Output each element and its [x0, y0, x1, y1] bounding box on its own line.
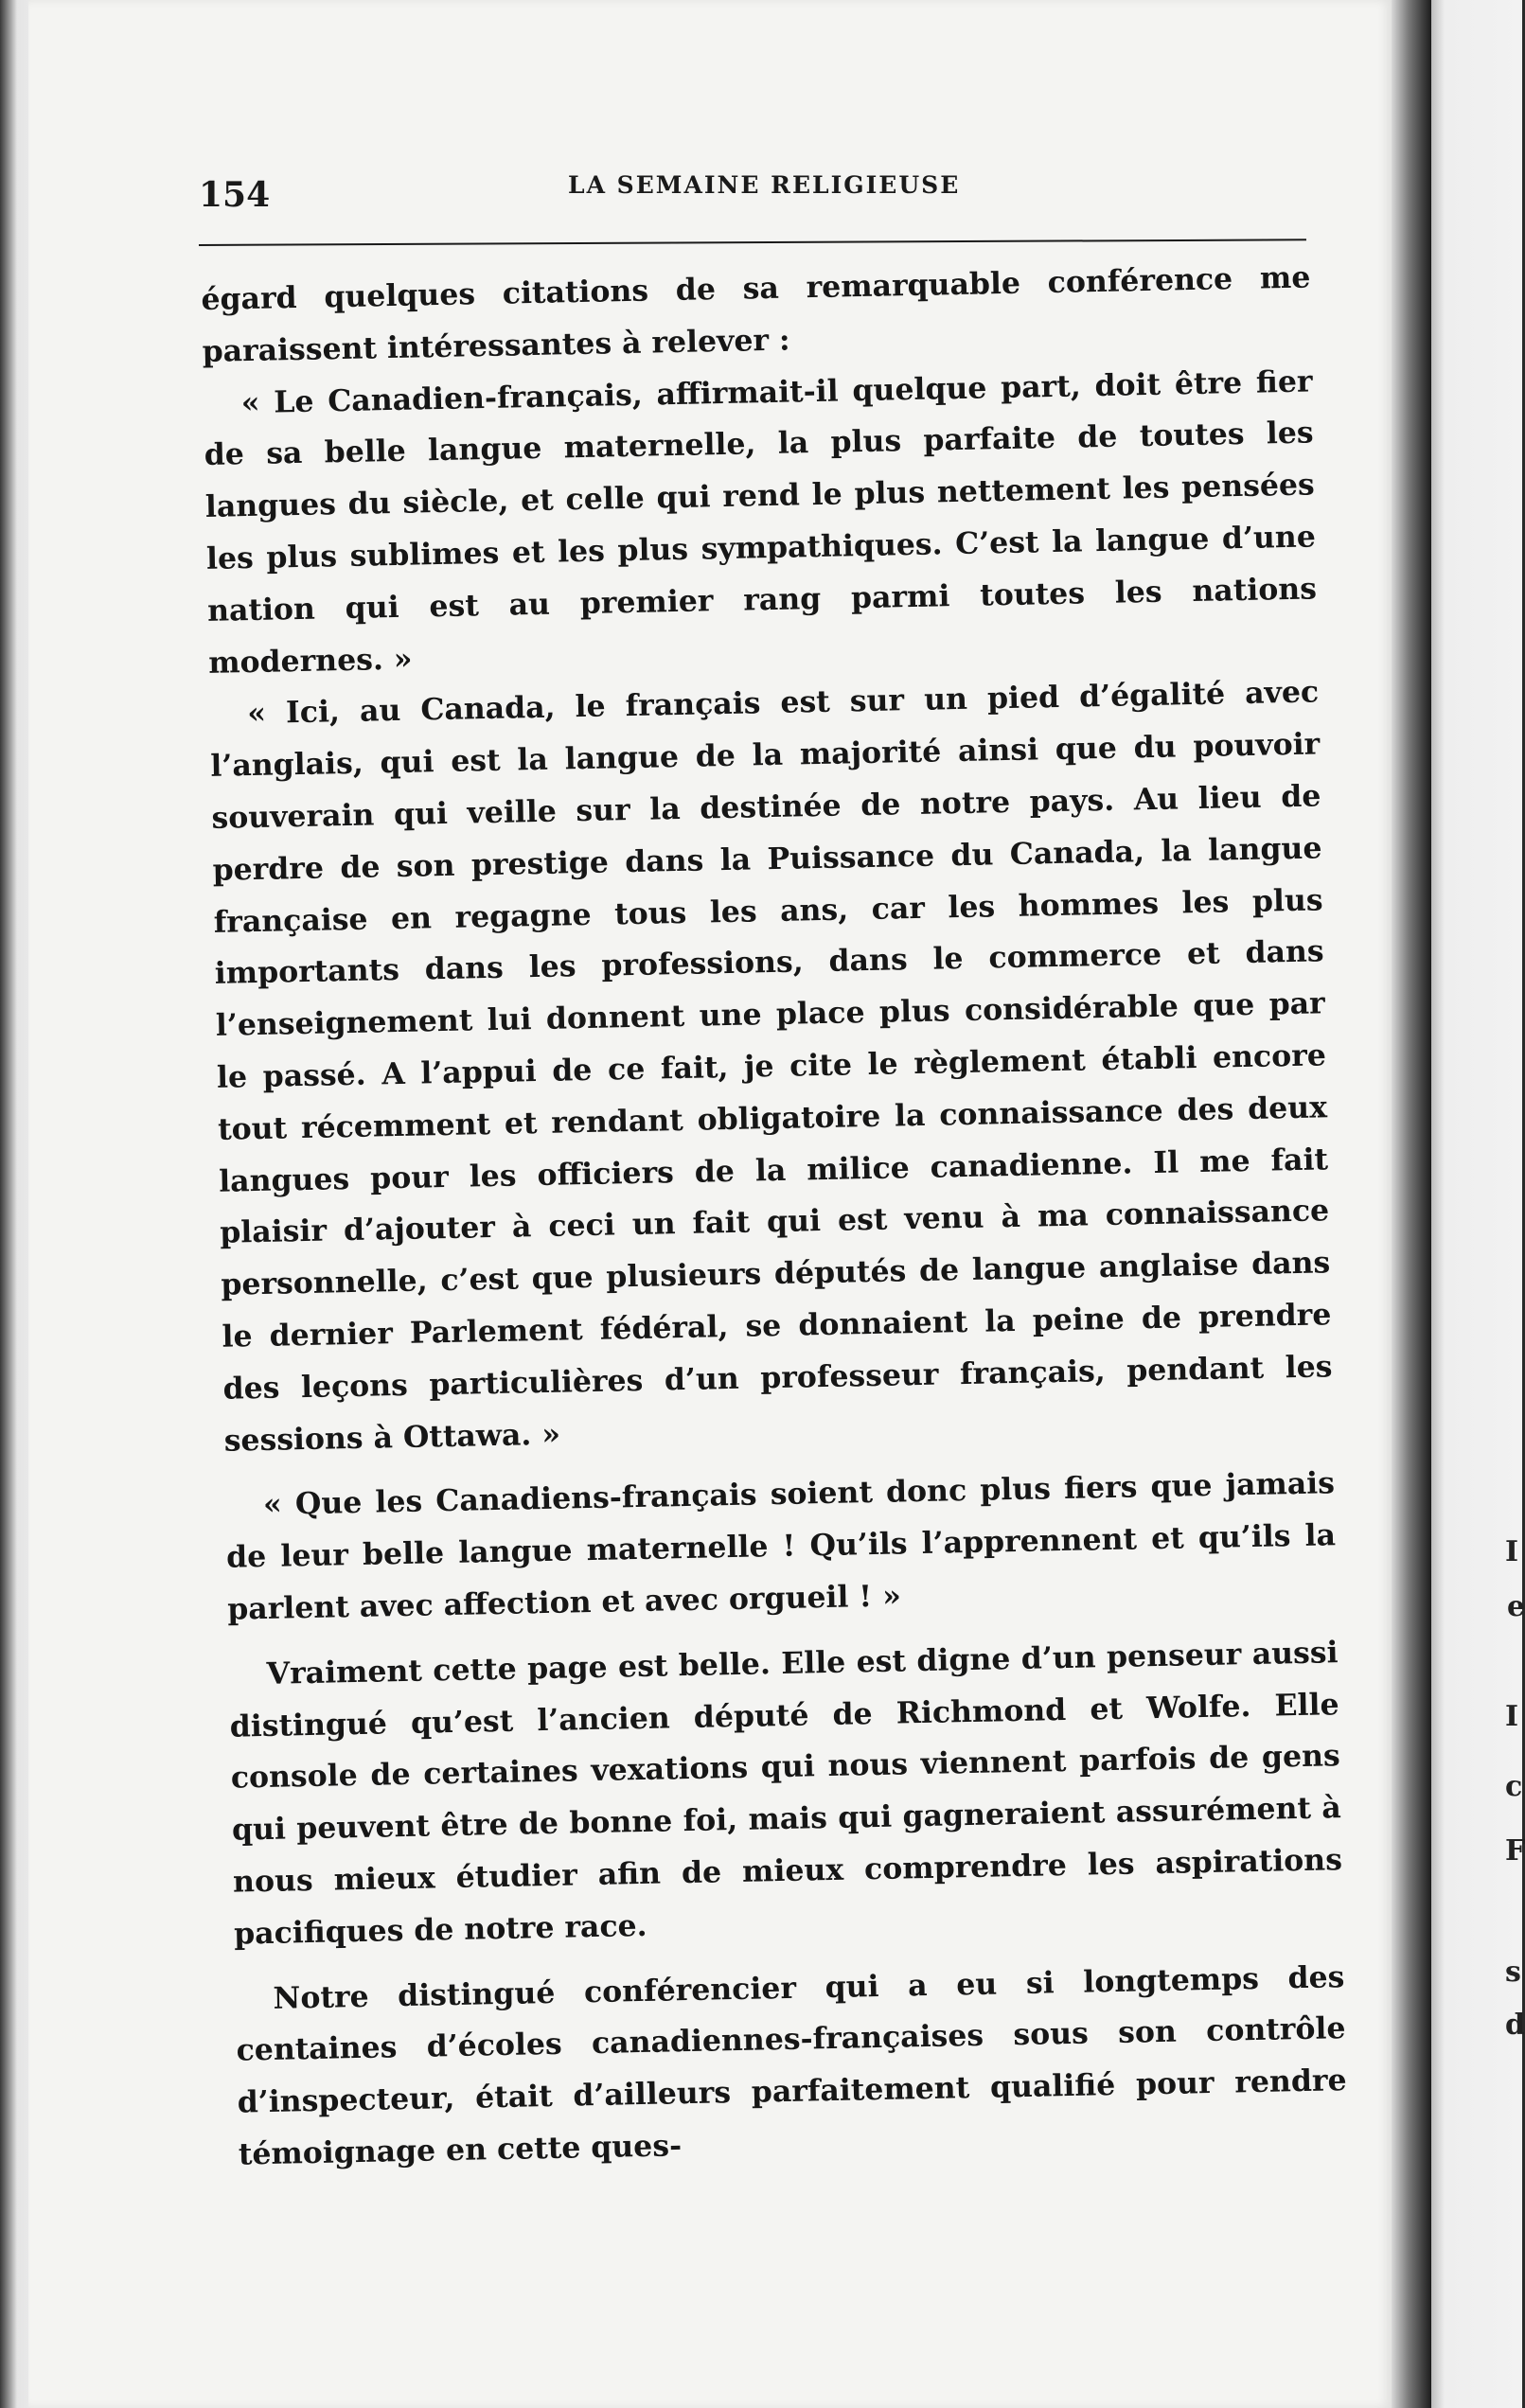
facing-page-letter: s	[1505, 1956, 1521, 1989]
paragraph: « Ici, au Canada, le français est sur un pied d’égalité avec l’anglais, qui est la langue de la majorité ainsi que du pouvoir souverain qui veille sur la destinée de notre pays. Au lieu de perdre de son prestige dans la Puissance du Canada, la langue française en regagne tous les ans, car les hommes les plus importants dans les professions, dans le commerce et dans l’enseignement lui donnent une place plus considérable que par le passé. A l’appui de ce fait, je cite le règlement établi encore tout récemment et rendant obligatoire la connaissance des deux langues pour les officiers de la milice canadienne. Il me fait plaisir d’ajouter à ceci un fait qui est venu à ma connaissance personnelle, c’est que plusieurs députés de langue anglaise dans le dernier Parlement fédéral, se donnaient la peine de prendre des leçons particulières d’un professeur français, pendant les sessions à Ottawa. »	[210, 674, 1333, 1459]
paragraph: « Le Canadien-français, affirmait-il quelque part, doit être fier de sa belle langue maternelle, la plus parfaite de toutes les langues du siècle, et celle qui rend le plus nettement les pensées les plus sublimes et les plus sympathiques. C’est la langue d’une nation qui est au premier rang parmi toutes les nations modernes. »	[204, 363, 1318, 681]
book-gutter	[1392, 0, 1431, 2408]
facing-page-letter: I	[1505, 1535, 1519, 1568]
facing-page-letter: d	[1505, 2009, 1525, 2042]
facing-page-edge	[1431, 0, 1525, 2408]
paragraph: Vraiment cette page est belle. Elle est digne d’un penseur aussi distingué qu’est l’ancien député de Richmond et Wolfe. Elle console de certaines vexations qui nous viennent parfois de gens qui peuvent être de bonne foi, mais qui gagneraient assurément à nous mieux étudier afin de mieux comprendre les aspirations pacifiques de notre race.	[229, 1634, 1343, 1952]
facing-page-letter: I	[1505, 1700, 1519, 1733]
page-header	[199, 166, 1306, 213]
paragraph: Notre distingué conférencier qui a eu si longtemps des centaines d’écoles canadiennes-françaises sous son contrôle d’inspecteur, était d’ailleurs parfaitement qualifié pour rendre témoignage en cette ques-	[236, 1958, 1347, 2172]
page-number: 154	[199, 175, 271, 215]
facing-page-letter: F	[1505, 1834, 1525, 1868]
facing-page-letter: e	[1507, 1590, 1525, 1623]
page-body-text	[201, 252, 1348, 2181]
paragraph: égard quelques citations de sa remarquable conférence me paraissent intéressantes à relever :	[201, 259, 1311, 369]
running-title: LA SEMAINE RELIGIEUSE	[568, 171, 961, 199]
facing-page-letter: c	[1505, 1770, 1523, 1803]
paragraph: « Que les Canadiens-français soient donc plus fiers que jamais de leur belle langue maternelle ! Qu’ils l’apprennent et qu’ils la parlent avec affection et avec orgueil ! »	[225, 1465, 1337, 1627]
